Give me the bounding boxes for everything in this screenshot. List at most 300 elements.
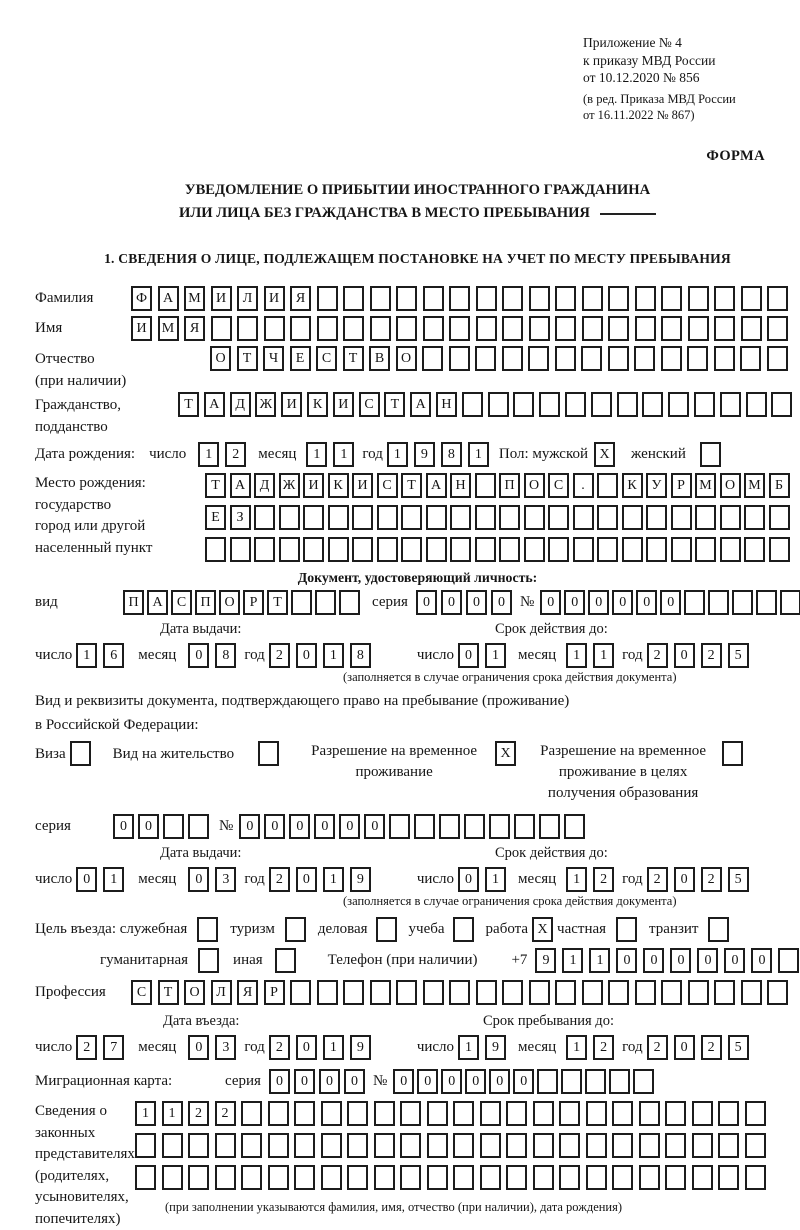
char-cell[interactable]	[370, 316, 391, 341]
surname-boxes[interactable]	[131, 286, 788, 311]
char-cell[interactable]	[480, 1165, 501, 1190]
until-year-boxes[interactable]	[647, 1035, 749, 1060]
char-cell[interactable]	[343, 316, 364, 341]
char-cell[interactable]	[449, 980, 470, 1005]
char-cell[interactable]	[778, 948, 799, 973]
char-cell[interactable]: 0	[269, 1069, 290, 1094]
char-cell[interactable]: Т	[267, 590, 288, 615]
birth-month-boxes[interactable]	[306, 442, 354, 467]
char-cell[interactable]	[646, 505, 667, 530]
char-cell[interactable]: 0	[289, 814, 310, 839]
char-cell[interactable]	[746, 392, 767, 417]
char-cell[interactable]: 2	[701, 1035, 722, 1060]
char-cell[interactable]: Т	[401, 473, 422, 498]
char-cell[interactable]	[400, 1101, 421, 1126]
char-cell[interactable]: Л	[211, 980, 232, 1005]
char-cell[interactable]	[502, 316, 523, 341]
sex-female-checkbox[interactable]	[700, 442, 721, 467]
citizenship-boxes[interactable]	[178, 392, 792, 417]
char-cell[interactable]: 0	[264, 814, 285, 839]
char-cell[interactable]: 0	[491, 590, 512, 615]
char-cell[interactable]: 0	[417, 1069, 438, 1094]
birth-year-boxes[interactable]	[387, 442, 489, 467]
char-cell[interactable]: 0	[441, 590, 462, 615]
char-cell[interactable]	[241, 1101, 262, 1126]
char-cell[interactable]	[608, 286, 629, 311]
char-cell[interactable]	[745, 1165, 766, 1190]
visa-checkbox[interactable]	[70, 741, 91, 766]
char-cell[interactable]: 1	[333, 442, 354, 467]
birthplace-boxes-line2[interactable]	[205, 505, 790, 530]
char-cell[interactable]	[475, 505, 496, 530]
phone-boxes[interactable]	[535, 948, 799, 973]
char-cell[interactable]: 2	[701, 867, 722, 892]
char-cell[interactable]: К	[328, 473, 349, 498]
char-cell[interactable]: М	[158, 316, 179, 341]
char-cell[interactable]: 8	[215, 643, 236, 668]
purpose-private-checkbox[interactable]	[616, 917, 637, 942]
char-cell[interactable]: 0	[393, 1069, 414, 1094]
char-cell[interactable]	[135, 1133, 156, 1158]
char-cell[interactable]	[506, 1101, 527, 1126]
doc-valid-month-boxes[interactable]	[566, 643, 614, 668]
char-cell[interactable]	[499, 537, 520, 562]
char-cell[interactable]: Б	[769, 473, 790, 498]
char-cell[interactable]: 7	[103, 1035, 124, 1060]
mc-number-boxes[interactable]	[393, 1069, 654, 1094]
char-cell[interactable]: 0	[339, 814, 360, 839]
char-cell[interactable]	[268, 1133, 289, 1158]
char-cell[interactable]	[714, 286, 735, 311]
stay-issue-day-boxes[interactable]	[76, 867, 124, 892]
birthplace-boxes-line1[interactable]	[205, 473, 790, 498]
char-cell[interactable]: 0	[113, 814, 134, 839]
char-cell[interactable]: 0	[466, 590, 487, 615]
char-cell[interactable]	[533, 1101, 554, 1126]
char-cell[interactable]: .	[573, 473, 594, 498]
char-cell[interactable]	[573, 537, 594, 562]
char-cell[interactable]	[581, 346, 602, 371]
char-cell[interactable]: 0	[674, 867, 695, 892]
char-cell[interactable]	[462, 392, 483, 417]
char-cell[interactable]: 0	[344, 1069, 365, 1094]
stay-valid-day-boxes[interactable]	[458, 867, 506, 892]
char-cell[interactable]: И	[131, 316, 152, 341]
char-cell[interactable]: 0	[239, 814, 260, 839]
char-cell[interactable]: А	[147, 590, 168, 615]
char-cell[interactable]: 0	[660, 590, 681, 615]
char-cell[interactable]: 2	[269, 1035, 290, 1060]
char-cell[interactable]	[769, 505, 790, 530]
char-cell[interactable]: 0	[564, 590, 585, 615]
char-cell[interactable]	[476, 316, 497, 341]
char-cell[interactable]: 0	[188, 643, 209, 668]
char-cell[interactable]	[639, 1101, 660, 1126]
char-cell[interactable]: 0	[674, 1035, 695, 1060]
char-cell[interactable]: 1	[135, 1101, 156, 1126]
char-cell[interactable]: 1	[198, 442, 219, 467]
char-cell[interactable]	[328, 505, 349, 530]
char-cell[interactable]: 9	[535, 948, 556, 973]
representatives-boxes-row2[interactable]	[135, 1133, 766, 1158]
char-cell[interactable]	[745, 1133, 766, 1158]
char-cell[interactable]	[343, 980, 364, 1005]
purpose-work-checkbox[interactable]: X	[532, 917, 553, 942]
char-cell[interactable]	[692, 1165, 713, 1190]
char-cell[interactable]: 0	[296, 643, 317, 668]
char-cell[interactable]: 2	[269, 643, 290, 668]
char-cell[interactable]	[290, 980, 311, 1005]
char-cell[interactable]	[661, 286, 682, 311]
char-cell[interactable]: П	[499, 473, 520, 498]
char-cell[interactable]	[769, 537, 790, 562]
char-cell[interactable]	[597, 473, 618, 498]
char-cell[interactable]	[573, 505, 594, 530]
char-cell[interactable]: П	[195, 590, 216, 615]
char-cell[interactable]	[780, 590, 800, 615]
purpose-tourism-checkbox[interactable]	[285, 917, 306, 942]
temp-residence-checkbox[interactable]: X	[495, 741, 516, 766]
char-cell[interactable]	[586, 1133, 607, 1158]
char-cell[interactable]	[612, 1165, 633, 1190]
char-cell[interactable]: Л	[237, 286, 258, 311]
char-cell[interactable]	[639, 1165, 660, 1190]
char-cell[interactable]	[528, 346, 549, 371]
char-cell[interactable]: 0	[697, 948, 718, 973]
char-cell[interactable]: Т	[205, 473, 226, 498]
char-cell[interactable]: Р	[243, 590, 264, 615]
char-cell[interactable]: 8	[350, 643, 371, 668]
char-cell[interactable]	[617, 392, 638, 417]
char-cell[interactable]	[475, 537, 496, 562]
char-cell[interactable]	[502, 286, 523, 311]
char-cell[interactable]	[529, 316, 550, 341]
char-cell[interactable]: 0	[643, 948, 664, 973]
char-cell[interactable]	[343, 286, 364, 311]
char-cell[interactable]: 0	[674, 643, 695, 668]
char-cell[interactable]	[609, 1069, 630, 1094]
char-cell[interactable]	[695, 537, 716, 562]
char-cell[interactable]	[671, 537, 692, 562]
char-cell[interactable]	[499, 505, 520, 530]
char-cell[interactable]	[718, 1165, 739, 1190]
char-cell[interactable]: 1	[593, 643, 614, 668]
char-cell[interactable]	[639, 1133, 660, 1158]
char-cell[interactable]	[475, 346, 496, 371]
char-cell[interactable]	[303, 505, 324, 530]
char-cell[interactable]: И	[264, 286, 285, 311]
char-cell[interactable]	[401, 537, 422, 562]
char-cell[interactable]	[475, 473, 496, 498]
entry-month-boxes[interactable]	[188, 1035, 236, 1060]
char-cell[interactable]: 2	[225, 442, 246, 467]
char-cell[interactable]	[352, 537, 373, 562]
char-cell[interactable]: 2	[593, 867, 614, 892]
char-cell[interactable]	[317, 980, 338, 1005]
char-cell[interactable]: 0	[416, 590, 437, 615]
char-cell[interactable]	[555, 316, 576, 341]
char-cell[interactable]	[401, 505, 422, 530]
char-cell[interactable]	[745, 1101, 766, 1126]
char-cell[interactable]	[315, 590, 336, 615]
char-cell[interactable]	[328, 537, 349, 562]
char-cell[interactable]: Д	[230, 392, 251, 417]
char-cell[interactable]	[635, 980, 656, 1005]
char-cell[interactable]: 9	[485, 1035, 506, 1060]
purpose-other-checkbox[interactable]	[275, 948, 296, 973]
char-cell[interactable]: 3	[215, 867, 236, 892]
char-cell[interactable]: У	[646, 473, 667, 498]
char-cell[interactable]	[692, 1133, 713, 1158]
char-cell[interactable]: 2	[188, 1101, 209, 1126]
char-cell[interactable]	[692, 1101, 713, 1126]
char-cell[interactable]	[279, 505, 300, 530]
char-cell[interactable]	[396, 286, 417, 311]
char-cell[interactable]: Т	[343, 346, 364, 371]
char-cell[interactable]	[215, 1133, 236, 1158]
char-cell[interactable]	[396, 980, 417, 1005]
char-cell[interactable]: С	[131, 980, 152, 1005]
char-cell[interactable]	[529, 286, 550, 311]
char-cell[interactable]	[423, 980, 444, 1005]
char-cell[interactable]: 1	[566, 867, 587, 892]
char-cell[interactable]: Ч	[263, 346, 284, 371]
char-cell[interactable]	[321, 1165, 342, 1190]
char-cell[interactable]	[205, 537, 226, 562]
char-cell[interactable]	[688, 286, 709, 311]
sex-male-checkbox[interactable]: X	[594, 442, 615, 467]
char-cell[interactable]	[646, 537, 667, 562]
char-cell[interactable]	[374, 1133, 395, 1158]
char-cell[interactable]	[377, 537, 398, 562]
char-cell[interactable]: 0	[188, 867, 209, 892]
char-cell[interactable]: М	[744, 473, 765, 498]
char-cell[interactable]	[426, 537, 447, 562]
char-cell[interactable]: 1	[468, 442, 489, 467]
stay-issue-month-boxes[interactable]	[188, 867, 236, 892]
char-cell[interactable]: 1	[323, 643, 344, 668]
purpose-business-checkbox[interactable]	[376, 917, 397, 942]
char-cell[interactable]: 5	[728, 1035, 749, 1060]
char-cell[interactable]: 2	[647, 643, 668, 668]
char-cell[interactable]	[439, 814, 460, 839]
char-cell[interactable]	[741, 980, 762, 1005]
char-cell[interactable]	[597, 505, 618, 530]
char-cell[interactable]	[321, 1133, 342, 1158]
char-cell[interactable]	[684, 590, 705, 615]
char-cell[interactable]	[585, 1069, 606, 1094]
char-cell[interactable]: К	[307, 392, 328, 417]
char-cell[interactable]	[767, 346, 788, 371]
char-cell[interactable]	[555, 346, 576, 371]
char-cell[interactable]	[529, 980, 550, 1005]
char-cell[interactable]	[533, 1133, 554, 1158]
char-cell[interactable]: З	[230, 505, 251, 530]
char-cell[interactable]: 6	[103, 643, 124, 668]
char-cell[interactable]: 2	[593, 1035, 614, 1060]
profession-boxes[interactable]	[131, 980, 788, 1005]
char-cell[interactable]: 0	[138, 814, 159, 839]
char-cell[interactable]	[539, 392, 560, 417]
char-cell[interactable]: 0	[616, 948, 637, 973]
char-cell[interactable]	[268, 1101, 289, 1126]
char-cell[interactable]: 1	[562, 948, 583, 973]
char-cell[interactable]: 0	[724, 948, 745, 973]
char-cell[interactable]	[450, 505, 471, 530]
char-cell[interactable]: 5	[728, 643, 749, 668]
char-cell[interactable]	[771, 392, 792, 417]
char-cell[interactable]	[718, 1133, 739, 1158]
char-cell[interactable]: Я	[237, 980, 258, 1005]
char-cell[interactable]	[586, 1165, 607, 1190]
char-cell[interactable]: 0	[314, 814, 335, 839]
char-cell[interactable]	[506, 1165, 527, 1190]
char-cell[interactable]: 0	[458, 643, 479, 668]
char-cell[interactable]: 2	[76, 1035, 97, 1060]
char-cell[interactable]: 1	[306, 442, 327, 467]
char-cell[interactable]: Ф	[131, 286, 152, 311]
char-cell[interactable]	[464, 814, 485, 839]
char-cell[interactable]: С	[377, 473, 398, 498]
char-cell[interactable]: 2	[647, 1035, 668, 1060]
char-cell[interactable]	[533, 1165, 554, 1190]
char-cell[interactable]	[294, 1101, 315, 1126]
char-cell[interactable]	[642, 392, 663, 417]
char-cell[interactable]: П	[123, 590, 144, 615]
char-cell[interactable]	[665, 1165, 686, 1190]
char-cell[interactable]: 0	[612, 590, 633, 615]
char-cell[interactable]: О	[396, 346, 417, 371]
stay-valid-month-boxes[interactable]	[566, 867, 614, 892]
char-cell[interactable]	[548, 537, 569, 562]
doc-valid-day-boxes[interactable]	[458, 643, 506, 668]
char-cell[interactable]	[732, 590, 753, 615]
char-cell[interactable]: О	[219, 590, 240, 615]
char-cell[interactable]: 0	[188, 1035, 209, 1060]
char-cell[interactable]	[423, 316, 444, 341]
char-cell[interactable]	[565, 392, 586, 417]
char-cell[interactable]	[720, 392, 741, 417]
char-cell[interactable]: М	[184, 286, 205, 311]
char-cell[interactable]: 2	[701, 643, 722, 668]
char-cell[interactable]	[720, 537, 741, 562]
char-cell[interactable]	[370, 286, 391, 311]
char-cell[interactable]	[396, 316, 417, 341]
char-cell[interactable]	[254, 537, 275, 562]
char-cell[interactable]	[317, 316, 338, 341]
char-cell[interactable]	[264, 316, 285, 341]
until-day-boxes[interactable]	[458, 1035, 506, 1060]
representatives-boxes-row3[interactable]	[135, 1165, 766, 1190]
char-cell[interactable]	[426, 505, 447, 530]
char-cell[interactable]	[188, 1165, 209, 1190]
patronymic-boxes[interactable]	[210, 346, 788, 371]
char-cell[interactable]: Р	[264, 980, 285, 1005]
char-cell[interactable]: Я	[184, 316, 205, 341]
char-cell[interactable]	[294, 1133, 315, 1158]
char-cell[interactable]: А	[230, 473, 251, 498]
doc-kind-boxes[interactable]	[123, 590, 360, 615]
char-cell[interactable]: И	[352, 473, 373, 498]
char-cell[interactable]	[188, 1133, 209, 1158]
char-cell[interactable]: С	[359, 392, 380, 417]
char-cell[interactable]	[389, 814, 410, 839]
char-cell[interactable]	[661, 346, 682, 371]
char-cell[interactable]: А	[426, 473, 447, 498]
char-cell[interactable]	[476, 980, 497, 1005]
char-cell[interactable]	[741, 316, 762, 341]
char-cell[interactable]: В	[369, 346, 390, 371]
char-cell[interactable]	[347, 1133, 368, 1158]
char-cell[interactable]: 0	[636, 590, 657, 615]
residence-permit-checkbox[interactable]	[258, 741, 279, 766]
char-cell[interactable]	[370, 980, 391, 1005]
char-cell[interactable]: 0	[670, 948, 691, 973]
stay-valid-year-boxes[interactable]	[647, 867, 749, 892]
char-cell[interactable]	[230, 537, 251, 562]
char-cell[interactable]	[427, 1133, 448, 1158]
char-cell[interactable]	[744, 537, 765, 562]
char-cell[interactable]: О	[184, 980, 205, 1005]
char-cell[interactable]: Е	[290, 346, 311, 371]
char-cell[interactable]: И	[333, 392, 354, 417]
char-cell[interactable]	[339, 590, 360, 615]
doc-issue-month-boxes[interactable]	[188, 643, 236, 668]
char-cell[interactable]	[559, 1133, 580, 1158]
char-cell[interactable]: Н	[450, 473, 471, 498]
char-cell[interactable]	[317, 286, 338, 311]
char-cell[interactable]	[661, 980, 682, 1005]
char-cell[interactable]	[665, 1101, 686, 1126]
char-cell[interactable]	[241, 1133, 262, 1158]
char-cell[interactable]	[321, 1101, 342, 1126]
char-cell[interactable]	[661, 316, 682, 341]
char-cell[interactable]: 5	[728, 867, 749, 892]
char-cell[interactable]: М	[695, 473, 716, 498]
entry-day-boxes[interactable]	[76, 1035, 124, 1060]
char-cell[interactable]	[449, 286, 470, 311]
char-cell[interactable]: 0	[441, 1069, 462, 1094]
char-cell[interactable]: 0	[465, 1069, 486, 1094]
char-cell[interactable]: Т	[178, 392, 199, 417]
char-cell[interactable]	[294, 1165, 315, 1190]
stay-number-boxes[interactable]	[239, 814, 585, 839]
char-cell[interactable]	[291, 590, 312, 615]
char-cell[interactable]	[162, 1165, 183, 1190]
char-cell[interactable]	[480, 1101, 501, 1126]
char-cell[interactable]	[502, 346, 523, 371]
char-cell[interactable]	[135, 1165, 156, 1190]
char-cell[interactable]	[427, 1165, 448, 1190]
char-cell[interactable]: 1	[566, 643, 587, 668]
char-cell[interactable]: 0	[319, 1069, 340, 1094]
purpose-official-checkbox[interactable]	[197, 917, 218, 942]
char-cell[interactable]	[489, 814, 510, 839]
char-cell[interactable]: А	[204, 392, 225, 417]
birth-day-boxes[interactable]	[198, 442, 246, 467]
char-cell[interactable]	[767, 316, 788, 341]
char-cell[interactable]	[163, 814, 184, 839]
char-cell[interactable]	[450, 537, 471, 562]
char-cell[interactable]	[548, 505, 569, 530]
char-cell[interactable]	[162, 1133, 183, 1158]
given-name-boxes[interactable]	[131, 316, 788, 341]
char-cell[interactable]	[561, 1069, 582, 1094]
char-cell[interactable]	[665, 1133, 686, 1158]
char-cell[interactable]: 0	[294, 1069, 315, 1094]
char-cell[interactable]: 1	[76, 643, 97, 668]
char-cell[interactable]: 0	[76, 867, 97, 892]
